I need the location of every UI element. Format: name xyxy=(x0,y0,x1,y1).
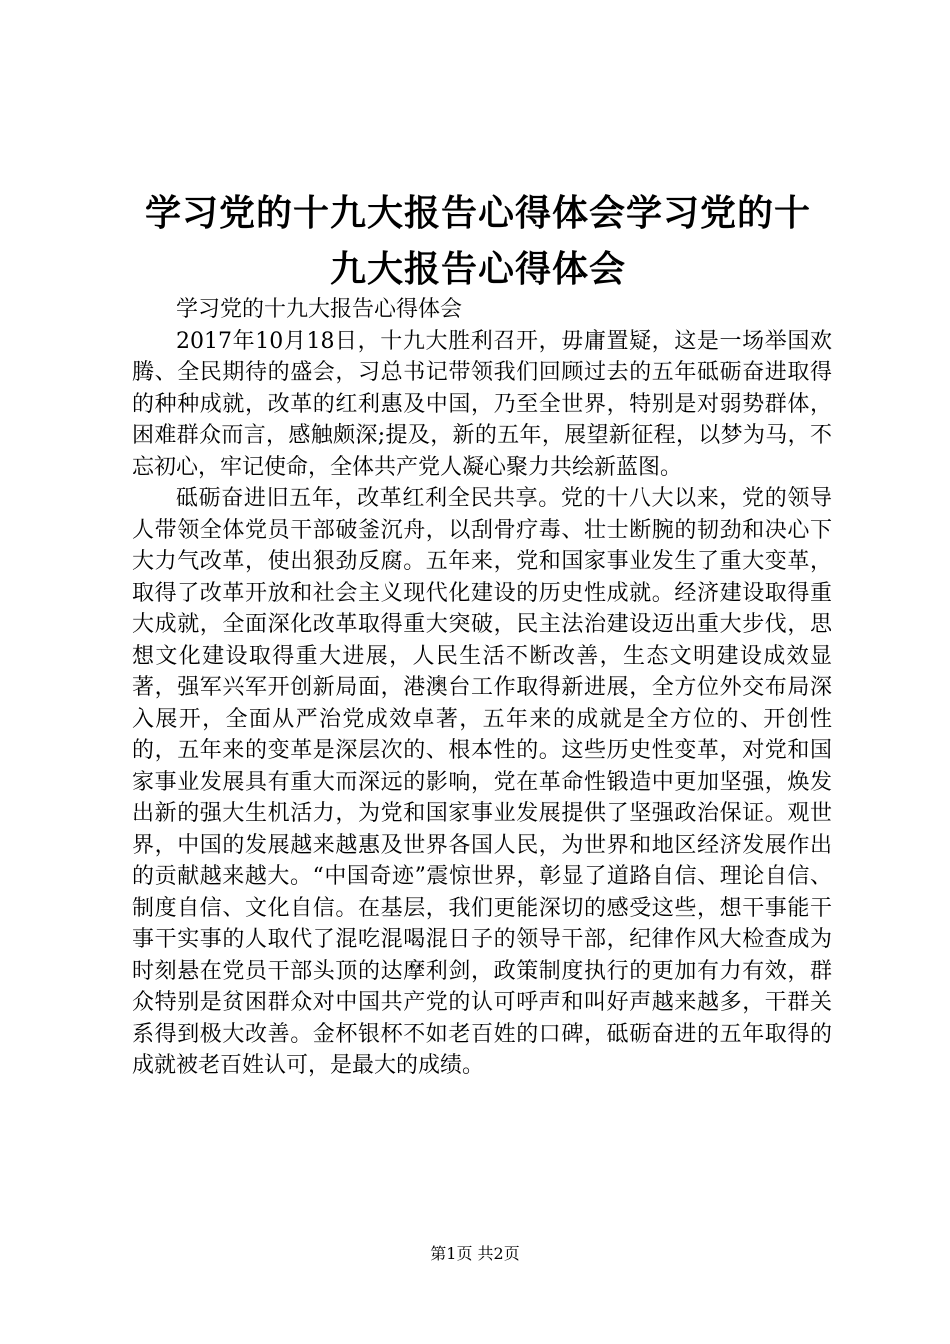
document-body xyxy=(132,294,832,1082)
paragraph-main: 砥砺奋进旧五年，改革红利全民共享。党的十八大以来，党的领导人带领全体党员干部破釜沉舟，以刮骨疗毒、壮士断腕的韧劲和决心下大力气改革，使出狠劲反腐。五年来，党和国家事业发生了重大变革，取得了改革开放和社会主义现代化建设的历史性成就。经济建设取得重大成就，全面深化改革取得重大突破，民主法治建设迈出重大步伐，思想文化建设取得重大进展，人民生活不断改善，生态文明建设成效显著，强军兴军开创新局面，港澳台工作取得新进展，全方位外交布局深入展开，全面从严治党成效卓著，五年来的成就是全方位的、开创性的，五年来的变革是深层次的、根本性的。这些历史性变革，对党和国家事业发展具有重大而深远的影响，党在革命性锻造中更加坚强，焕发出新的强大生机活力，为党和国家事业发展提供了坚强政治保证。观世界，中国的发展越来越惠及世界各国人民，为世界和地区经济发展作出的贡献越来越大。“中国奇迹”震惊世界，彰显了道路自信、理论自信、制度自信、文化自信。在基层，我们更能深切的感受这些，想干事能干事干实事的人取代了混吃混喝混日子的领导干部，纪律作风大检查成为时刻悬在党员干部头顶的达摩利剑，政策制度执行的更加有力有效，群众特别是贫困群众对中国共产党的认可呼声和叫好声越来越多，干群关系得到极大改善。金杯银杯不如老百姓的口碑，砥砺奋进的五年取得的成就被老百姓认可，是最大的成绩。 xyxy=(132,486,832,1078)
paragraph-subtitle: 学习党的十九大报告心得体会 xyxy=(176,297,463,322)
paragraph-intro: 2017年10月18日，十九大胜利召开，毋庸置疑，这是一场举国欢腾、全民期待的盛会，习总书记带领我们回顾过去的五年砥砺奋进取得的种种成就，改革的红利惠及中国，乃至全世界，特别是对弱势群体，困难群众而言，感触颇深;提及，新的五年，展望新征程，以梦为马，不忘初心，牢记使命，全体共产党人凝心聚力共绘新蓝图。 xyxy=(132,328,832,480)
document-title: 学习党的十九大报告心得体会学习党的十九大报告心得体会 xyxy=(144,193,811,290)
page-footer: 第1页 共2页 xyxy=(430,1244,520,1263)
